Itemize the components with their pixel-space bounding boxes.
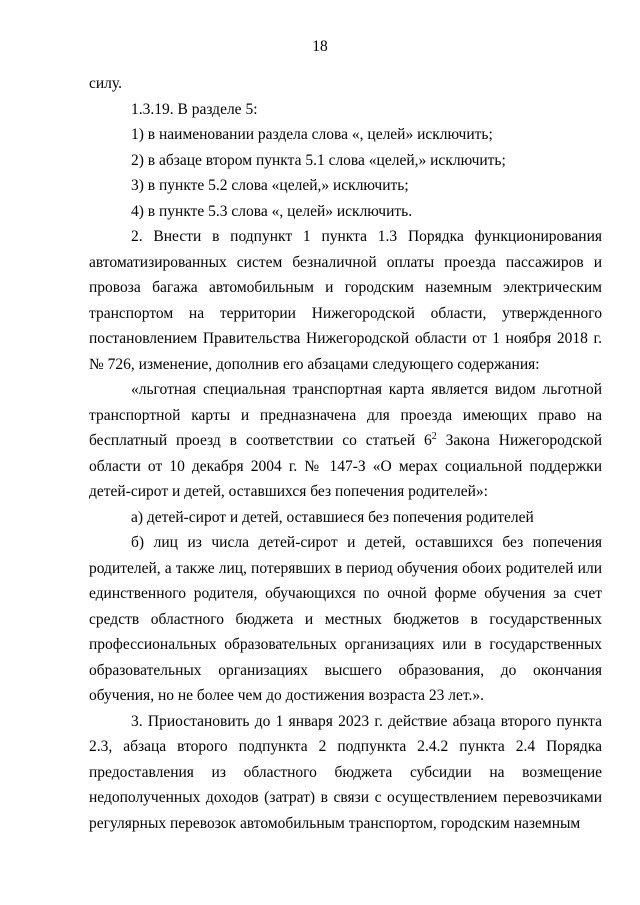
paragraph-quoted-text: [89, 377, 602, 505]
paragraph-subitem-a: а) детей-сирот и детей, оставшиеся без попечения родителей: [131, 508, 534, 526]
paragraph-subitem-b: б) лиц из числа детей-сирот и детей, оставшихся без попечения родителей, а также лиц, потерявших в период обучения обоих родителей или единственного родителя, обучающихся по очной форме обучения за счет средств областного бюджета и местных бюджетов в государственных профессиональных образовательных организациях или в государственных образовательных организациях высшего образования, до окончания обучения, но не более чем до достижения возраста 23 лет.».: [89, 534, 602, 704]
quoted-text-part-2: Закона Нижегородской области от 10 декабря 2004 г. № 147-З «О мерах социальной поддержки детей-сирот и детей, оставшихся без попечения родителей»:: [89, 432, 603, 500]
paragraph-item-1: 1) в наименовании раздела слова «, целей» исключить;: [131, 126, 493, 143]
quoted-text-part-1: «льготная специальная транспортная карта является видом льготной транспортной карты и предназначена для проезда имеющих право на бесплатный проезд в соответствии со статьей 6: [89, 381, 602, 449]
paragraph-item-2: 2) в абзаце втором пункта 5.1 слова «целей,» исключить;: [131, 151, 506, 169]
paragraph-clause-2: 2. Внести в подпункт 1 пункта 1.3 Порядка функционирования автоматизированных систем безналичной оплаты проезда пассажиров и провоза багажа автомобильным и городским наземным электрическим транспортом на территории Нижегородской области, утвержденного постановлением Правительства Нижегородской области от 1 ноября 2018 г. № 726, изменение, дополнив его абзацами следующего содержания:: [89, 228, 602, 373]
paragraph-item-3: 3) в пункте 5.2 слова «целей,» исключить;: [131, 177, 409, 194]
article-superscript: 2: [431, 430, 437, 442]
paragraph-continuation: силу.: [89, 75, 122, 92]
paragraph-section-heading: 1.3.19. В разделе 5:: [131, 100, 258, 118]
page-number: 18: [312, 38, 328, 55]
paragraph-clause-3: 3. Приостановить до 1 января 2023 г. действие абзаца второго пункта 2.3, абзаца второго подпункта 2 подпункта 2.4.2 пункта 2.4 Порядка предоставления из областного бюджета субсидии на возмещение недополученных доходов (затрат) в связи с осуществлением перевозчиками регулярных перевозок автомобильным транспортом, городским наземным: [89, 712, 602, 832]
document-body: [89, 71, 602, 836]
paragraph-item-4: 4) в пункте 5.3 слова «, целей» исключить.: [131, 202, 413, 220]
